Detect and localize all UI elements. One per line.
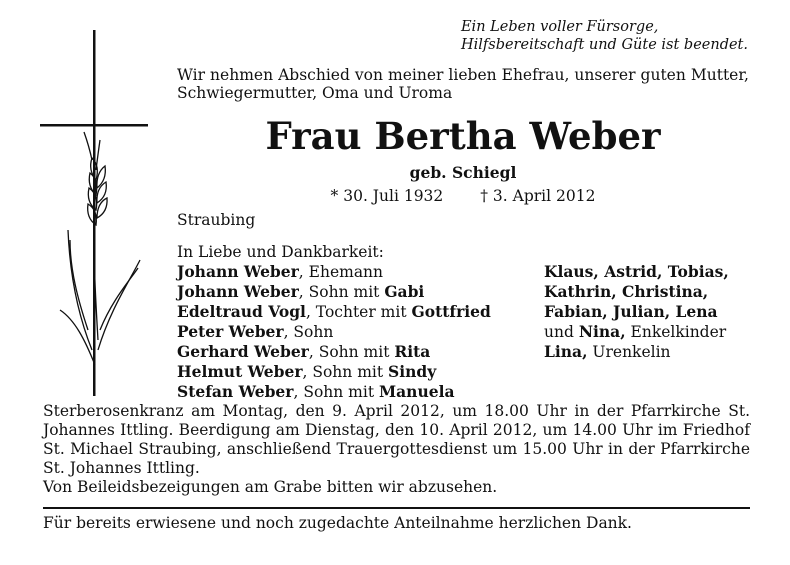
partner-name: Manuela <box>378 382 455 401</box>
list-item <box>544 322 729 342</box>
family-name: Edeltraud Vogl <box>177 302 306 321</box>
partner-name: Gabi <box>384 282 425 301</box>
cross-with-wheat-icon <box>40 30 150 400</box>
relation: , Sohn mit <box>293 383 379 401</box>
relation: , Sohn <box>283 323 334 341</box>
list-item <box>544 282 729 302</box>
thanks-note: Für bereits erwiesene und noch zugedachte Anteilnahme herzlichen Dank. <box>43 514 632 532</box>
relation: , Tochter mit <box>305 303 412 321</box>
relation: Enkelkinder <box>625 323 727 341</box>
family-list-right <box>544 262 729 362</box>
family-name: Stefan Weber <box>177 382 294 401</box>
list-item <box>544 302 729 322</box>
list-item <box>544 342 729 362</box>
list-item <box>177 322 491 342</box>
relation: , Sohn mit <box>302 363 389 381</box>
list-item <box>177 362 491 382</box>
deceased-name: Frau Bertha Weber <box>265 114 661 158</box>
list-item <box>177 342 491 362</box>
service-details: Sterberosenkranz am Montag, den 9. April 2012, um 18.00 Uhr in der Pfarrkirche St. Johannes Ittling. Beerdigung am Dienstag, den 10. April 2012, um 14.00 Uhr im Friedhof St. Michael Straubing, anschließend Trauergottesdienst um 15.00 Uhr in der Pfarrkirche St. Johannes Ittling. <box>43 402 750 477</box>
grandchildren-names: Nina, <box>578 322 626 341</box>
grandchildren-names: Kathrin, Christina, <box>544 282 709 301</box>
motto <box>461 18 748 54</box>
relation: , Sohn mit <box>308 343 395 361</box>
partner-name: Rita <box>394 342 431 361</box>
conjunction: und <box>544 323 579 341</box>
condolences-note: Von Beileidsbezeigungen am Grabe bitten wir abzusehen. <box>43 478 498 496</box>
motto-line: Ein Leben voller Fürsorge, <box>460 19 659 35</box>
gratitude-line: In Liebe und Dankbarkeit: <box>177 243 384 261</box>
family-name: Gerhard Weber <box>177 342 309 361</box>
life-dates <box>177 187 749 205</box>
birth-name: geb. Schiegl <box>409 163 517 182</box>
family-name: Helmut Weber <box>177 362 303 381</box>
partner-name: Sindy <box>388 362 437 381</box>
relation: , Sohn mit <box>298 283 385 301</box>
list-item <box>544 262 729 282</box>
list-item <box>177 382 491 402</box>
death-date: † 3. April 2012 <box>480 187 596 205</box>
relation: , Ehemann <box>298 263 384 281</box>
great-grandchild-name: Lina, <box>544 342 588 361</box>
grandchildren-names: Fabian, Julian, Lena <box>544 302 718 321</box>
family-name: Johann Weber <box>177 262 299 281</box>
list-item <box>177 282 491 302</box>
divider <box>43 507 750 509</box>
motto-line: Hilfsbereitschaft und Güte ist beendet. <box>460 37 748 53</box>
relation: Urenkelin <box>587 343 671 361</box>
grandchildren-names: Klaus, Astrid, Tobias, <box>544 262 729 281</box>
intro-text: Wir nehmen Abschied von meiner lieben Ehefrau, unserer guten Mutter, Schwiegermutter, Oma und Uroma <box>177 66 749 102</box>
partner-name: Gottfried <box>411 302 491 321</box>
family-list-left <box>177 243 491 402</box>
family-name: Johann Weber <box>177 282 299 301</box>
list-item <box>177 262 491 282</box>
list-item <box>177 302 491 322</box>
birth-date: * 30. Juli 1932 <box>330 187 444 205</box>
family-name: Peter Weber <box>177 322 284 341</box>
place: Straubing <box>177 211 256 229</box>
